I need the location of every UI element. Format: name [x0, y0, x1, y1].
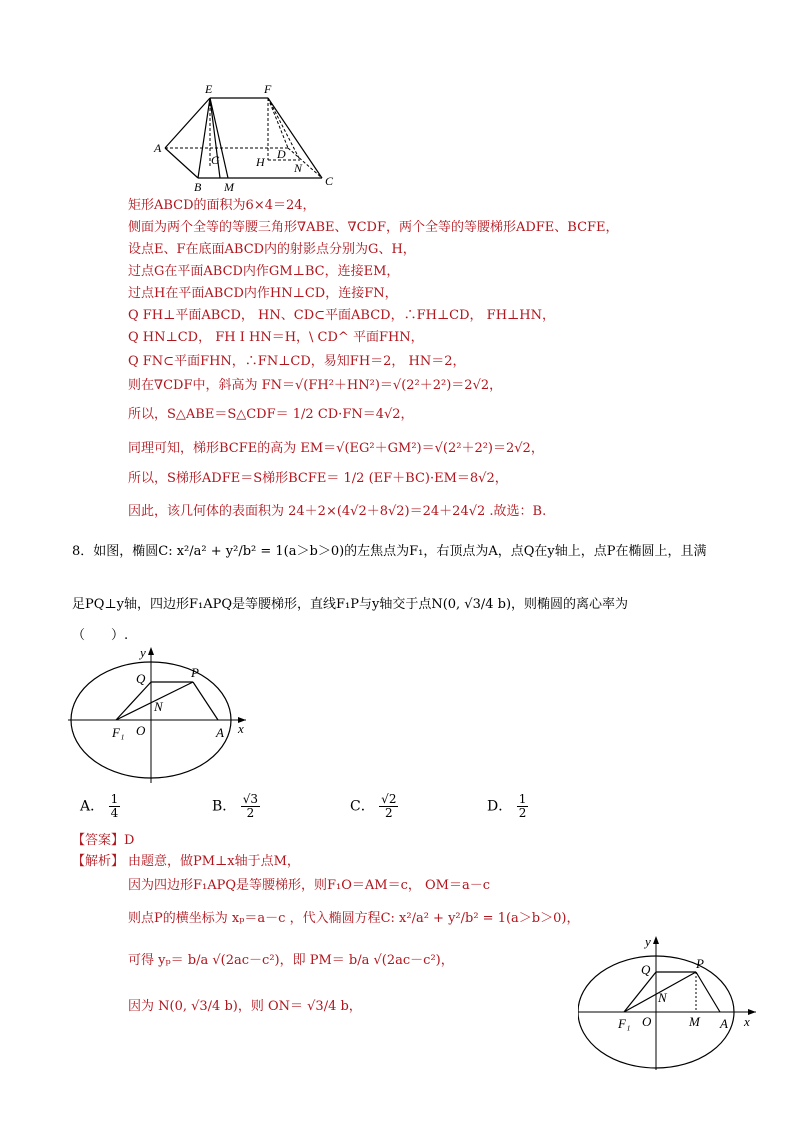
solution-line: 所以，S△ABE＝S△CDF＝ 1/2 CD·FN＝4√2， — [128, 407, 414, 422]
fig1-label: M — [224, 180, 234, 194]
fig1-label: G — [211, 153, 220, 167]
fig3-label: F₁ — [618, 1016, 631, 1031]
fig3-label: O — [642, 1014, 652, 1029]
fig1-label: B — [194, 180, 202, 194]
fig3-label: N — [658, 990, 667, 1005]
fig3-label: x — [744, 1014, 750, 1029]
solution-line: Q HN⊥CD， FH I HN＝H，\ CD^ 平面FHN， — [128, 330, 424, 345]
fig2-label: y — [140, 645, 146, 660]
option-b: B． $\frac{√3}{2}$ — [212, 792, 259, 820]
fig2-label: N — [154, 699, 163, 714]
answer — [72, 832, 134, 850]
fig2-label: O — [136, 723, 146, 738]
solution-line: 矩形ABCD的面积为6×4＝24， — [128, 198, 316, 213]
fig3-label: Q — [641, 962, 651, 977]
ellipse-figure-with-m — [578, 932, 778, 1072]
fig3-label: A — [720, 1016, 728, 1031]
fig1-label: N — [294, 161, 303, 175]
fig2-label: F₁ — [112, 725, 125, 740]
fig2-label: P — [191, 665, 199, 680]
fig1-label: A — [154, 141, 162, 155]
fig1-label: D — [277, 147, 286, 161]
analysis-line: 因为四边形F₁APQ是等腰梯形，则F₁O＝AM＝c， OM＝a－c — [128, 878, 491, 893]
fig2-label: Q — [136, 671, 146, 686]
fig1-label: H — [256, 155, 265, 169]
fig3-label: M — [689, 1014, 700, 1029]
solution-line: 过点G在平面ABCD内作GM⊥BC，连接EM， — [128, 264, 400, 279]
fig1-label: F — [264, 82, 272, 96]
analysis-tag: 【解析】 — [72, 854, 125, 869]
solution-line: 则在∇CDF中，斜高为 FN＝√(FH²＋HN²)＝√(2²＋2²)＝2√2， — [128, 378, 503, 393]
question-8-line3: （ ）. — [72, 628, 129, 643]
solid-figure — [150, 80, 350, 195]
solution-line: Q FN⊂平面FHN，∴FN⊥CD，易知FH＝2， HN＝2， — [128, 354, 466, 369]
solution-line: Q FH⊥平面ABCD， HN、CD⊂平面ABCD，∴FH⊥CD， FH⊥HN， — [128, 308, 555, 323]
answer-value: D — [124, 833, 135, 848]
question-8-line2: 足PQ⊥y轴，四边形F₁APQ是等腰梯形，直线F₁P与y轴交于点N(0, √3/4 b)，则椭圆的离心率为 — [72, 597, 629, 612]
analysis-line: 则点P的横坐标为 xₚ＝a－c ，代入椭圆方程C: x²/a² + y²/b² = 1(a＞b＞0)， — [128, 911, 580, 926]
option-c: C． $\frac{√2}{2}$ — [350, 792, 397, 820]
solution-line: 同理可知，梯形BCFE的高为 EM＝√(EG²＋GM²)＝√(2²＋2²)＝2√2， — [128, 441, 544, 456]
ellipse-figure — [68, 645, 268, 785]
answer-tag: 【答案】 — [72, 833, 125, 848]
question-8-line1: 8．如图，椭圆C: x²/a² + y²/b² = 1(a＞b＞0)的左焦点为F₁，右顶点为A，点Q在y轴上，点P在椭圆上，且满 — [72, 544, 707, 559]
solution-line: 所以，S梯形ADFE＝S梯形BCFE＝ 1/2 (EF＋BC)·EM＝8√2， — [128, 471, 508, 486]
solution-line: 侧面为两个全等的等腰三角形∇ABE、∇CDF，两个全等的等腰梯形ADFE、BCFE， — [128, 220, 619, 235]
option-a: A． $\frac{1}{4}$ — [80, 792, 119, 820]
solution-line: 因此，该几何体的表面积为 24＋2×(4√2＋8√2)＝24＋24√2 .故选：B. — [128, 504, 547, 519]
analysis-line: 由题意，做PM⊥x轴于点M， — [128, 854, 300, 869]
analysis-line: 因为 N(0, √3/4 b)，则 ON＝ √3/4 b， — [128, 999, 362, 1014]
option-d: D． $\frac{1}{2}$ — [487, 792, 527, 820]
fig3-label: P — [696, 956, 704, 971]
fig1-label: E — [205, 82, 213, 96]
analysis-line: 可得 yₚ＝ b/a √(2ac－c²)，即 PM＝ b/a √(2ac－c²)， — [128, 953, 454, 968]
fig2-label: x — [238, 721, 244, 736]
fig1-label: C — [325, 174, 334, 188]
solution-line: 设点E、F在底面ABCD内的射影点分别为G、H， — [128, 242, 416, 257]
fig3-label: y — [645, 934, 651, 949]
solution-line: 过点H在平面ABCD内作HN⊥CD，连接FN， — [128, 286, 398, 301]
fig2-label: A — [216, 725, 224, 740]
